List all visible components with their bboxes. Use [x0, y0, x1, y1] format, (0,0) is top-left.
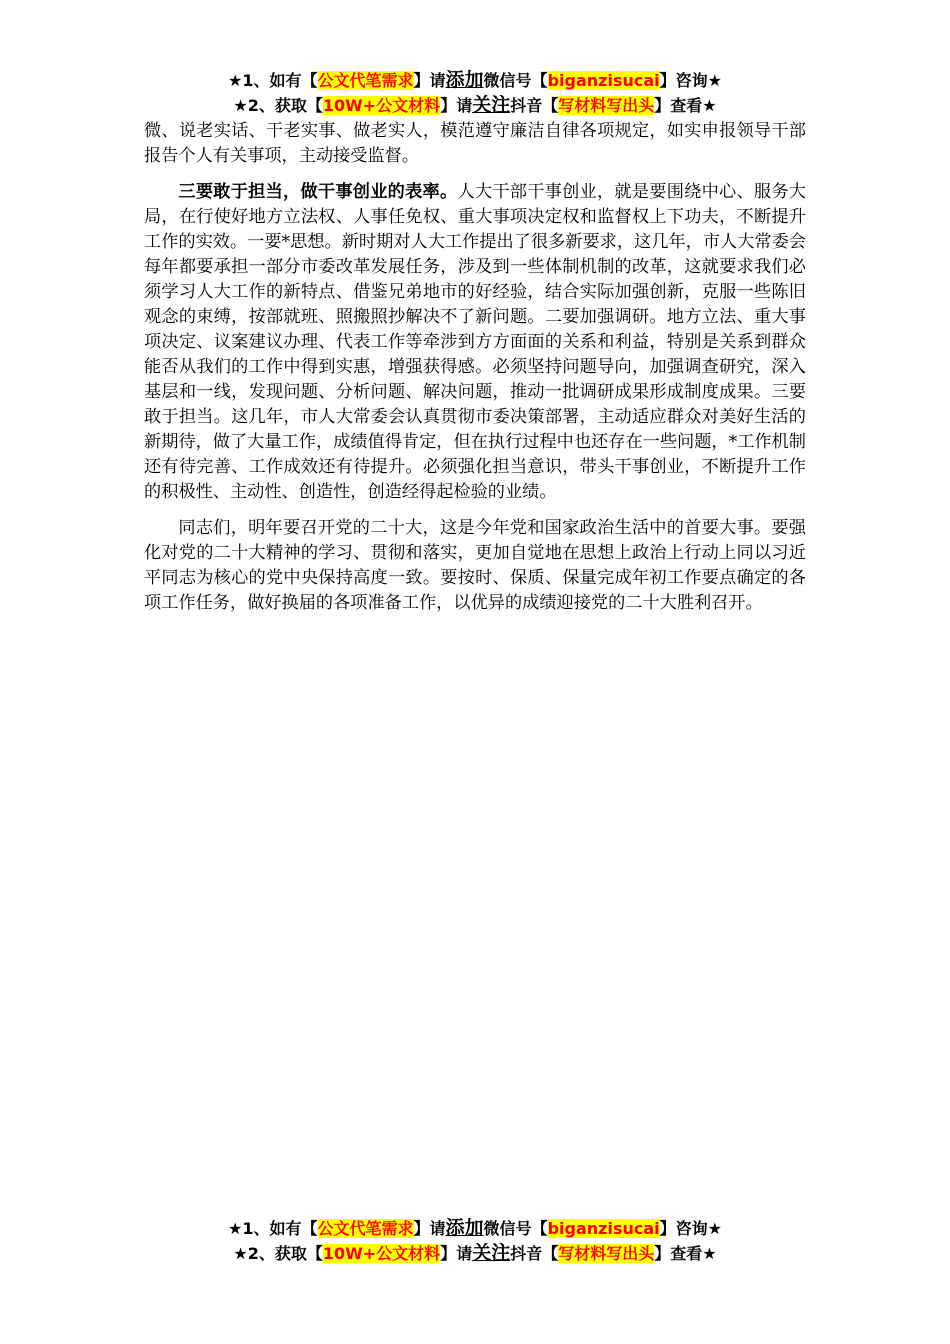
- banner-text: 】请: [413, 1219, 446, 1238]
- emphasis-add: 添加: [445, 69, 484, 91]
- banner-line-1: [0, 68, 950, 93]
- emphasis-add: 添加: [445, 1217, 484, 1239]
- banner-text: 微信号【: [483, 71, 548, 90]
- banner-text: 】请: [440, 96, 473, 115]
- banner-text: 】查看★: [654, 96, 717, 115]
- paragraph-take-responsibility: [144, 180, 806, 505]
- banner-text: ★1、如有【: [228, 1219, 318, 1238]
- banner-text: 抖音【: [510, 96, 559, 115]
- banner-text: 】请: [413, 71, 446, 90]
- highlight-wechat-id: biganzisucai: [547, 1219, 660, 1238]
- banner-text: 微信号【: [483, 1219, 548, 1238]
- banner-line-1: [0, 1216, 950, 1241]
- highlight-service: 公文代笔需求: [317, 71, 414, 90]
- highlight-service: 公文代笔需求: [317, 1219, 414, 1238]
- header-banner: [0, 68, 950, 118]
- highlight-douyin: 写材料写出头: [558, 96, 655, 115]
- document-body: [144, 119, 806, 627]
- emphasis-follow: 关注: [472, 1242, 511, 1264]
- banner-text: 】咨询★: [659, 71, 722, 90]
- highlight-wechat-id: biganzisucai: [547, 71, 660, 90]
- banner-line-2: [0, 93, 950, 118]
- banner-text: ★2、获取【: [233, 1244, 323, 1263]
- highlight-douyin: 写材料写出头: [558, 1244, 655, 1263]
- banner-text: 】咨询★: [659, 1219, 722, 1238]
- banner-text: 】查看★: [654, 1244, 717, 1263]
- footer-banner: [0, 1216, 950, 1266]
- paragraph-text: 人大干部干事创业，就是要围绕中心、服务大局，在行使好地方立法权、人事任免权、重大事项决定权和监督权上下功夫，不断提升工作的实效。一要*思想。新时期对人大工作提出了很多新要求，这几年，市人大常委会每年都要承担一部分市委改革发展任务，涉及到一些体制机制的改革，这就要求我们必须学习人大工作的新特点、借鉴兄弟地市的好经验，结合实际加强创新，克服一些陈旧观念的束缚，按部就班、照搬照抄解决不了新问题。二要加强调研。地方立法、重大事项决定、议案建议办理、代表工作等牵涉到方方面面的关系和利益，特别是关系到群众能否从我们的工作中得到实惠，增强获得感。必须坚持问题导向，加强调查研究，深入基层和一线，发现问题、分析问题、解决问题，推动一批调研成果形成制度成果。三要敢于担当。这几年，市人大常委会认真贯彻市委决策部署，主动适应群众对美好生活的新期待，做了大量工作，成绩值得肯定，但在执行过程中也还存在一些问题，*工作机制还有待完善、工作成效还有待提升。必须强化担当意识，带头干事创业，不断提升工作的积极性、主动性、创造性，创造经得起检验的业绩。: [144, 182, 806, 502]
- banner-text: 抖音【: [510, 1244, 559, 1263]
- banner-text: ★1、如有【: [228, 71, 318, 90]
- paragraph-continuation: 微、说老实话、干老实事、做老实人，模范遵守廉洁自律各项规定，如实申报领导干部报告个人有关事项，主动接受监督。: [144, 121, 806, 166]
- highlight-materials: 10W+公文材料: [322, 96, 441, 115]
- banner-text: 】请: [440, 1244, 473, 1263]
- emphasis-follow: 关注: [472, 94, 511, 116]
- highlight-materials: 10W+公文材料: [322, 1244, 441, 1263]
- paragraph-lead: 三要敢于担当，做干事创业的表率。: [178, 182, 458, 202]
- banner-line-2: [0, 1241, 950, 1266]
- banner-text: ★2、获取【: [233, 96, 323, 115]
- paragraph-closing: 同志们，明年要召开党的二十大，这是今年党和国家政治生活中的首要大事。要强化对党的二十大精神的学习、贯彻和落实，更加自觉地在思想上政治上行动上同以习近平同志为核心的党中央保持高度一致。要按时、保质、保量完成年初工作要点确定的各项工作任务，做好换届的各项准备工作，以优异的成绩迎接党的二十大胜利召开。: [144, 518, 806, 613]
